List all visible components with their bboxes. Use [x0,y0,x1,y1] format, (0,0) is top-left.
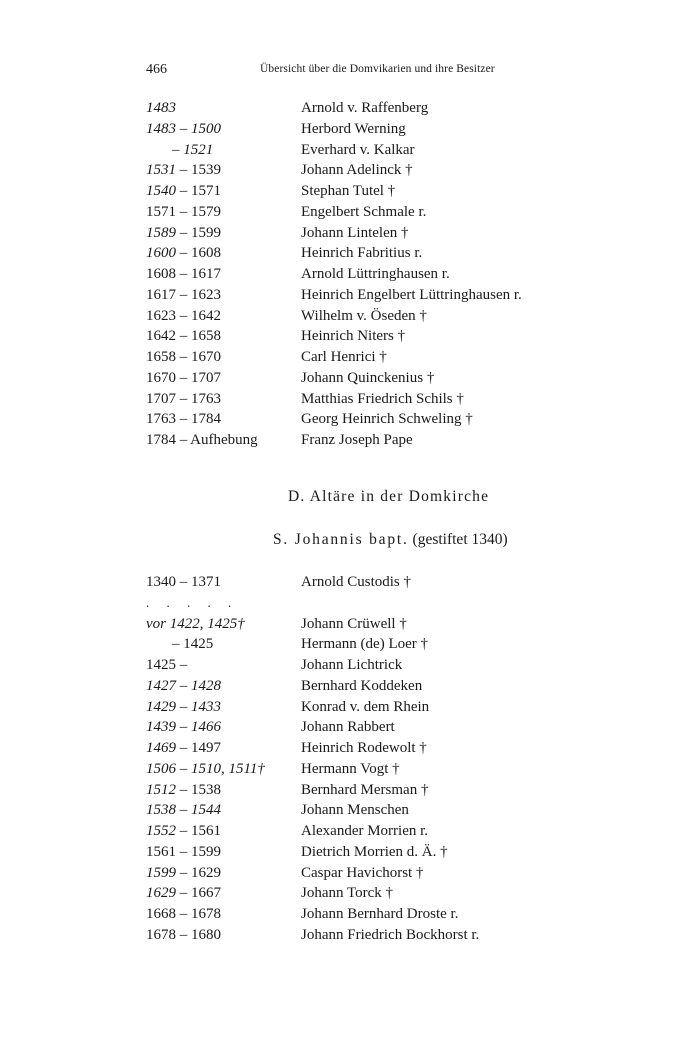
list-item [146,800,409,821]
holder-name: Herbord Werning [301,120,406,137]
holder-name: Dietrich Morrien d. Ä. † [301,843,448,860]
list-item [146,697,430,718]
holder-name: Heinrich Rodewolt † [301,740,427,756]
date-range [146,243,221,264]
date-end: – 1667 [176,885,221,902]
date-start: 1589 [146,224,176,241]
holder-name: Johann Menschen [301,802,409,819]
date-start: 1512 [146,781,176,798]
date-range: 1707 – 1763 [146,390,221,407]
date-range: – 1521 [172,141,214,158]
holder-name: Arnold Custodis † [301,574,412,590]
list-item [146,738,427,759]
date-range: 1763 – 1784 [146,411,221,428]
date-range: 1642 – 1658 [146,328,221,345]
date-start: 1540 [146,183,176,199]
list-item [146,572,412,593]
holder-name: Konrad v. dem Rhein [301,698,430,715]
date-end: – 1539 [176,162,221,179]
date-range: 1623 – 1642 [146,307,221,324]
holder-name: Johann Adelinck † [301,162,413,179]
date-range [146,821,221,842]
altar-holder-list [146,572,480,946]
date-range: 1678 – 1680 [146,926,221,943]
holder-name: Heinrich Niters † [301,328,406,345]
date-range: 1608 – 1617 [146,266,221,282]
holder-name: Stephan Tutel † [301,183,396,199]
date-range: 1784 – Aufhebung [146,432,258,448]
date-range: 1670 – 1707 [146,369,221,386]
list-item [146,780,429,801]
running-title: Übersicht über die Domvikarien und ihre Besitzer [260,63,495,75]
date-range: 1668 – 1678 [146,906,221,922]
altar-name: S. Johannis bapt. [273,531,409,548]
holder-name: Bernhard Mersman † [301,781,429,798]
date-range [146,160,221,181]
page-header [146,62,556,80]
page-number: 466 [146,62,167,77]
date-range: 1658 – 1670 [146,349,221,365]
date-range [146,223,221,244]
holder-name: Hermann Vogt † [301,760,400,777]
list-item [146,863,424,884]
section-heading: D. Altäre in der Domkirche [288,488,490,505]
list-item [146,821,429,842]
holder-name: Johann Bernhard Droste r. [301,906,459,922]
date-range [146,181,221,202]
holder-name: Arnold Lüttringhausen r. [301,266,450,282]
holder-name: Georg Heinrich Schweling † [301,411,473,428]
date-range [146,883,221,904]
date-range: 1340 – 1371 [146,574,221,590]
holder-name: Alexander Morrien r. [301,823,429,839]
holder-name: Matthias Friedrich Schils † [301,390,464,407]
holder-name: Johann Crüwell † [301,615,407,632]
holder-name: Bernhard Koddeken [301,677,423,694]
altar-founding: (gestiftet 1340) [408,531,508,548]
holder-name: Heinrich Engelbert Lüttringhausen r. [301,286,522,303]
date-range: 1427 – 1428 [146,677,221,694]
date-end: – 1599 [176,224,221,241]
list-item [146,717,395,738]
list-item [146,614,407,635]
date-range: 1617 – 1623 [146,286,221,303]
holder-name: Everhard v. Kalkar [301,141,415,158]
holder-name: Johann Quinckenius † [301,369,435,386]
holder-name: Johann Lichtrick [301,657,403,673]
ellipsis-dots: . . . . . [146,594,239,610]
holder-name: Johann Friedrich Bockhorst r. [301,926,480,943]
list-item [146,883,393,904]
date-start: 1531 [146,162,176,179]
holder-name: Johann Lintelen † [301,224,409,241]
holder-name: Hermann (de) Loer † [301,636,429,653]
holder-name: Arnold v. Raffenberg [301,100,429,116]
date-start: 1629 [146,885,176,902]
date-end: – 1608 [176,245,221,262]
date-range: 1483 [146,100,176,116]
date-range: 1538 – 1544 [146,802,221,819]
list-item [146,634,429,655]
holder-name: Carl Henrici † [301,349,387,365]
date-range: 1483 – 1500 [146,120,221,137]
date-end: – 1538 [176,781,221,798]
date-range: 1429 – 1433 [146,698,221,715]
list-item [146,759,400,780]
date-range: 1571 – 1579 [146,203,221,220]
date-end: – 1571 [176,183,221,199]
list-item [146,676,423,697]
date-range [146,863,221,884]
list-item [146,925,480,946]
date-range: vor 1422, 1425† [146,615,245,632]
holder-name: Johann Rabbert [301,719,395,736]
holder-name: Franz Joseph Pape [301,432,413,448]
date-start: 1469 [146,740,176,756]
holder-name: Heinrich Fabritius r. [301,245,423,262]
list-item [146,842,448,863]
date-range: – 1425 [172,636,214,653]
date-end: – 1497 [176,740,221,756]
list-item [146,655,403,676]
date-start: 1599 [146,864,176,881]
date-range: 1506 – 1510, 1511† [146,760,265,777]
date-range [146,738,221,759]
date-end: – 1561 [176,823,221,839]
holder-name: Johann Torck † [301,885,393,902]
date-range: 1439 – 1466 [146,719,221,736]
holder-name: Wilhelm v. Öseden † [301,307,427,324]
holder-name: Engelbert Schmale r. [301,203,427,220]
date-start: 1552 [146,823,176,839]
date-end: – 1629 [176,864,221,881]
date-range [146,780,221,801]
holder-name: Caspar Havichorst † [301,864,424,881]
altar-subheading [273,531,508,549]
list-item [146,904,459,925]
date-range: 1425 – [146,657,188,673]
date-start: 1600 [146,245,176,262]
date-range: 1561 – 1599 [146,843,221,860]
